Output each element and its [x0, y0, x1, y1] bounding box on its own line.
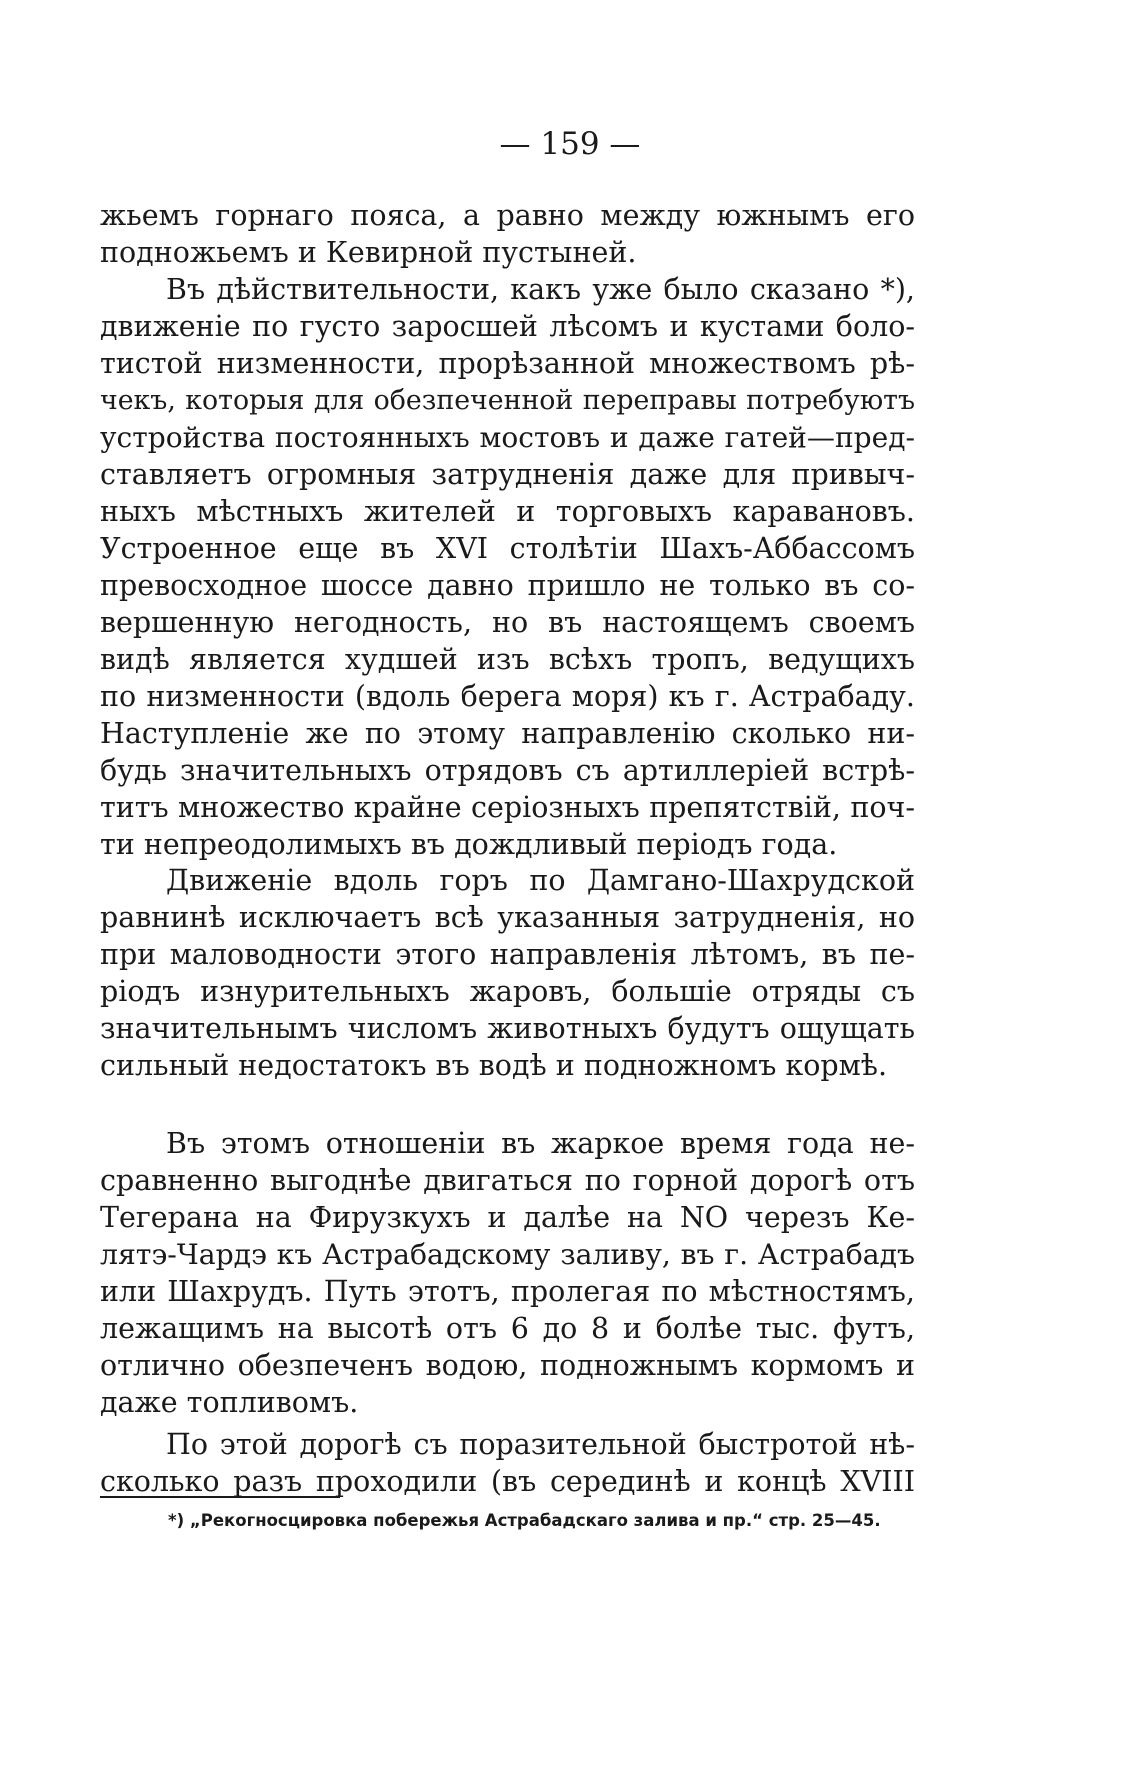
paragraph	[100, 862, 915, 1084]
text-line: титъ множество крайне серіозныхъ препятствій, поч-	[100, 791, 915, 824]
text-line: лежащимъ на высотѣ отъ 6 до 8 и болѣе тыс. футъ,	[100, 1312, 915, 1345]
text-line: тистой низменности, прорѣзанной множествомъ рѣ-	[100, 347, 915, 380]
text-line: ныхъ мѣстныхъ жителей и торговыхъ каравановъ.	[100, 495, 915, 528]
text-line: Наступленіе же по этому направленію сколько ни-	[100, 717, 915, 750]
text-line: по низменности (вдоль берега моря) къ г. Астрабаду.	[100, 680, 915, 713]
text-line: Устроенное еще въ XVI столѣтіи Шахъ-Аббассомъ	[100, 532, 915, 565]
text-line: будь значительныхъ отрядовъ съ артиллеріей встрѣ-	[100, 754, 915, 787]
text-line: подножьемъ и Кевирной пустыней.	[100, 236, 637, 269]
page-number: — 159 —	[499, 126, 641, 162]
footnote: *) „Рекогносцировка побережья Астрабадскаго залива и пр.“ стр. 25—45.	[168, 1511, 881, 1530]
text-line: лятэ-Чардэ къ Астрабадскому заливу, въ г. Астрабадъ	[100, 1238, 915, 1271]
text-line: чекъ, которыя для обезпеченной переправы потребуютъ	[100, 385, 915, 416]
text-line: ріодъ изнурительныхъ жаровъ, большіе отряды съ	[100, 975, 915, 1008]
paragraph	[100, 197, 915, 271]
text-line: ти непреодолимыхъ въ дождливый періодъ года.	[100, 828, 838, 861]
text-line: отлично обезпеченъ водою, подножнымъ кормомъ и	[100, 1349, 915, 1382]
paragraph	[100, 1125, 915, 1421]
text-line: ставляетъ огромныя затрудненія даже для привыч-	[100, 458, 915, 491]
text-line: Въ этомъ отношеніи въ жаркое время года не-	[166, 1127, 915, 1160]
text-line: движеніе по густо заросшей лѣсомъ и кустами боло-	[100, 310, 915, 343]
text-line: вершенную негодность, но въ настоящемъ своемъ	[100, 606, 915, 639]
text-line: равнинѣ исключаетъ всѣ указанныя затрудненія, но	[100, 901, 915, 934]
text-line: даже топливомъ.	[100, 1386, 359, 1419]
text-line: По этой дорогѣ съ поразительной быстротой нѣ-	[166, 1428, 915, 1461]
paragraph	[100, 271, 915, 863]
text-line: превосходное шоссе давно пришло не только въ со-	[100, 569, 915, 602]
text-line: жьемъ горнаго пояса, а равно между южнымъ его	[100, 199, 915, 232]
text-line: сколько разъ проходили (въ серединѣ и концѣ XVIII	[100, 1465, 915, 1498]
paragraph	[100, 1426, 915, 1500]
text-line: сравненно выгоднѣе двигаться по горной дорогѣ отъ	[100, 1164, 915, 1197]
text-line: устройства постоянныхъ мостовъ и даже гатей—пред-	[100, 421, 915, 454]
text-line: значительнымъ числомъ животныхъ будутъ ощущать	[100, 1012, 915, 1045]
text-line: или Шахрудъ. Путь этотъ, пролегая по мѣстностямъ,	[100, 1275, 915, 1308]
text-line: при маловодности этого направленія лѣтомъ, въ пе-	[100, 938, 915, 971]
text-line: Въ дѣйствительности, какъ уже было сказано *),	[166, 273, 915, 306]
text-line: видѣ является худшей изъ всѣхъ тропъ, ведущихъ	[100, 643, 915, 676]
text-line: Движеніе вдоль горъ по Дамгано-Шахрудской	[166, 864, 915, 897]
text-line: Тегерана на Фирузкухъ и далѣе на NO черезъ Ке-	[100, 1201, 915, 1234]
text-line: сильный недостатокъ въ водѣ и подножномъ кормѣ.	[100, 1049, 888, 1082]
footnote-divider	[100, 1496, 340, 1498]
